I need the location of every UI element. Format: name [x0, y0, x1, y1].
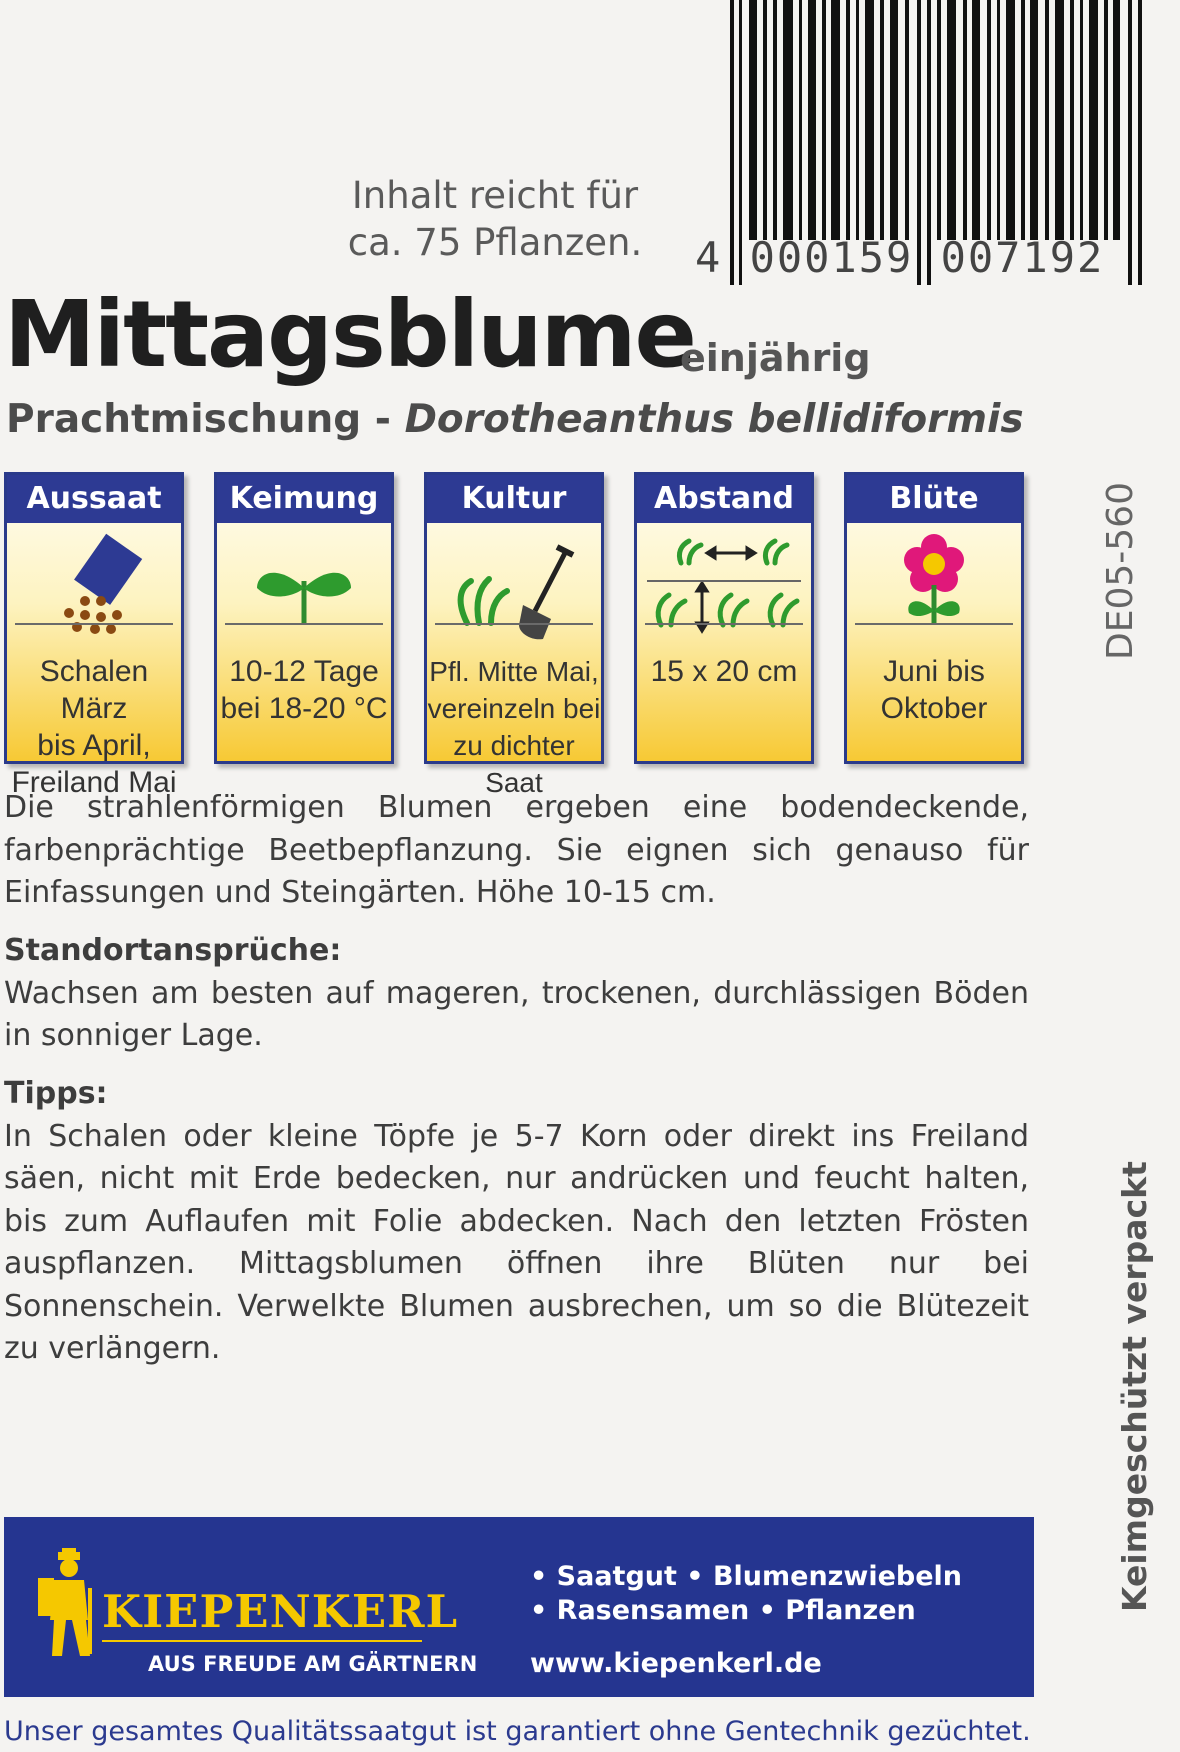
tips-text: In Schalen oder kleine Töpfe je 5-7 Korn oder direkt ins Freiland säen, nicht mit Erde bedecken, nur andrücken und feucht halten, bis zum Auflaufen mit Folie abdecken. Nach den letzten Frösten auspflanzen. Mittagsblumen öffnen ihre Blüten nur bei Sonnenschein. Verwelkte Blumen ausbrechen, um so die Blütezeit zu verlängern. — [4, 1118, 1029, 1366]
subtitle — [6, 397, 1024, 442]
site-section — [4, 930, 1029, 1058]
info-text — [7, 653, 181, 801]
info-heading: Aussaat — [7, 475, 181, 523]
brand-product-list — [530, 1560, 962, 1628]
info-heading: Kultur — [427, 475, 601, 523]
info-line-2: Oktober — [880, 692, 988, 725]
seedling-icon — [217, 533, 391, 645]
product-title: Mittagsblume — [4, 281, 695, 388]
flower-icon — [847, 533, 1021, 645]
brand-website-link[interactable]: www.kiepenkerl.de — [530, 1648, 822, 1679]
annual-label: einjährig — [680, 336, 871, 380]
content-hint-line-2: ca. 75 Pflanzen. — [347, 221, 643, 264]
gmo-free-note: Unser gesamtes Qualitätssaatgut ist garantiert ohne Gentechnik gezüchtet. — [4, 1716, 1031, 1747]
info-line-2: bis April, — [37, 729, 151, 762]
info-column-abstand — [634, 472, 814, 764]
brand-line-2: • Rasensamen • Pflanzen — [530, 1595, 916, 1626]
info-line-1: 10-12 Tage — [229, 655, 379, 688]
packed-note: Keimgeschützt verpackt — [1115, 1161, 1154, 1612]
soil-line — [855, 623, 1013, 625]
brand-line-1: • Saatgut • Blumenzwiebeln — [530, 1561, 963, 1592]
info-text — [427, 653, 601, 801]
variety-name: Prachtmischung - — [6, 397, 405, 442]
info-text — [217, 653, 391, 727]
info-text — [637, 653, 811, 690]
article-code: DE05-560 — [1100, 482, 1141, 660]
soil-line — [225, 623, 383, 625]
tips-section — [4, 1073, 1029, 1371]
tips-heading: Tipps: — [4, 1076, 108, 1111]
botanical-name: Dorotheanthus bellidiformis — [404, 397, 1024, 442]
info-line-3: zu dichter Saat — [453, 730, 575, 798]
info-column-keimung — [214, 472, 394, 764]
info-heading: Abstand — [637, 475, 811, 523]
content-hint-line-1: Inhalt reicht für — [351, 174, 639, 217]
site-text: Wachsen am besten auf mageren, trockenen, durchlässigen Böden in sonniger Lage. — [4, 975, 1029, 1053]
spacing-icon — [637, 533, 811, 645]
info-line-2: vereinzeln bei — [427, 693, 601, 724]
info-line-1: Juni bis — [883, 655, 985, 688]
info-line-1: 15 x 20 cm — [650, 655, 798, 688]
info-line-1: Pfl. Mitte Mai, — [429, 656, 599, 687]
spade-icon — [427, 533, 601, 645]
barcode-number: 4 000159 007192 — [695, 233, 1105, 282]
info-column-bluete — [844, 472, 1024, 764]
soil-line — [15, 623, 173, 625]
soil-line — [645, 623, 803, 625]
soil-line — [435, 623, 593, 625]
brand-logo-text: KIEPENKERL — [102, 1585, 459, 1638]
kiepenkerl-mascot-icon — [38, 1548, 102, 1660]
site-heading: Standortansprüche: — [4, 933, 342, 968]
brand-tagline: AUS FREUDE AM GÄRTNERN — [148, 1652, 478, 1676]
info-heading: Keimung — [217, 475, 391, 523]
sowing-icon — [7, 533, 181, 645]
info-column-kultur — [424, 472, 604, 798]
info-heading: Blüte — [847, 475, 1021, 523]
info-line-1: Schalen März — [39, 655, 149, 725]
info-text — [847, 653, 1021, 727]
info-line-3: Freiland Mai — [11, 766, 177, 799]
brand-divider — [102, 1640, 422, 1642]
info-line-2: bei 18-20 °C — [220, 692, 388, 725]
content-hint — [340, 172, 650, 266]
info-column-aussaat — [4, 472, 184, 799]
description-text: Die strahlenförmigen Blumen ergeben eine bodendeckende, farbenprächtige Beetbepflanzung. Sie eignen sich genauso für Einfassungen und Steingärten. Höhe 10-15 cm. — [4, 790, 1029, 910]
